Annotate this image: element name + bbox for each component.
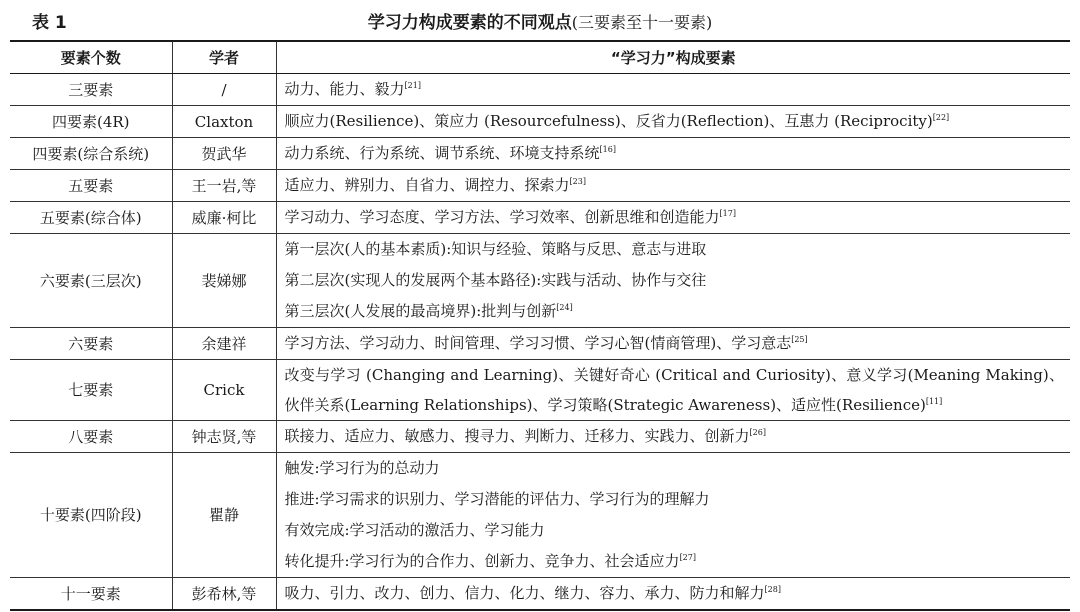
cell-scholar: 余建祥: [172, 328, 276, 360]
table-title-subtitle: (三要素至十一要素): [571, 13, 713, 32]
table-row: [10, 234, 1070, 328]
element-line: [285, 366, 1065, 414]
table-row: [10, 202, 1070, 234]
reference-marker: [17]: [719, 209, 736, 218]
element-line: [285, 138, 1065, 169]
element-text: 学习动力、学习态度、学习方法、学习效率、创新思维和创造能力: [284, 208, 720, 226]
cell-scholar: 彭希林,等: [172, 578, 276, 611]
reference-marker: [26]: [749, 428, 766, 437]
table-row: [10, 170, 1070, 202]
element-text: 改变与学习 (Changing and Learning)、关键好奇心 (Critical and Curiosity)、意义学习(Meaning Making)、伙伴关系(Learning Relationships)、学习策略(Strategic Awareness)、适应性(Resilience): [284, 366, 1064, 414]
element-text: 转化提升:学习行为的合作力、创新力、竞争力、社会适应力: [284, 552, 680, 570]
element-line: [285, 546, 1065, 577]
table-row: [10, 578, 1070, 611]
element-text: 推进:学习需求的识别力、学习潜能的评估力、学习行为的理解力: [284, 490, 710, 508]
reference-marker: [23]: [569, 177, 586, 186]
reference-marker: [24]: [556, 303, 573, 312]
cell-elements: [276, 421, 1070, 453]
element-text: 适应力、辨别力、自省力、调控力、探索力: [284, 176, 570, 194]
table-row: [10, 328, 1070, 360]
cell-scholar: 裴娣娜: [172, 234, 276, 328]
cell-elements: [276, 74, 1070, 106]
reference-marker: [21]: [404, 81, 421, 90]
cell-elements: [276, 202, 1070, 234]
element-line: [285, 421, 1065, 452]
cell-scholar: 钟志贤,等: [172, 421, 276, 453]
element-line: [285, 202, 1065, 233]
cell-element-count: 八要素: [10, 421, 172, 453]
element-line: [285, 515, 1065, 546]
header-count: 要素个数: [10, 41, 172, 74]
table-title: [12, 8, 1068, 33]
cell-scholar: 王一岩,等: [172, 170, 276, 202]
cell-elements: [276, 453, 1070, 578]
cell-element-count: 十一要素: [10, 578, 172, 611]
reference-marker: [28]: [764, 585, 781, 594]
reference-marker: [22]: [932, 113, 950, 122]
cell-scholar: 贺武华: [172, 138, 276, 170]
table-title-main: 学习力构成要素的不同观点: [367, 13, 572, 33]
table-row: [10, 106, 1070, 138]
element-text: 第二层次(实现人的发展两个基本路径):实践与活动、协作与交往: [284, 271, 707, 289]
element-text: 第一层次(人的基本素质):知识与经验、策略与反思、意志与进取: [284, 240, 707, 258]
cell-element-count: 六要素(三层次): [10, 234, 172, 328]
cell-scholar: Claxton: [172, 106, 276, 138]
table-row: [10, 453, 1070, 578]
element-text: 吸力、引力、改力、创力、信力、化力、继力、容力、承力、防力和解力: [284, 584, 765, 602]
element-line: [285, 170, 1065, 201]
header-scholar: 学者: [172, 41, 276, 74]
cell-element-count: 三要素: [10, 74, 172, 106]
cell-elements: [276, 360, 1070, 421]
cell-element-count: 七要素: [10, 360, 172, 421]
cell-element-count: 五要素(综合体): [10, 202, 172, 234]
element-line: [285, 74, 1065, 105]
element-text: 联接力、适应力、敏感力、搜寻力、判断力、迁移力、实践力、创新力: [284, 427, 750, 445]
cell-elements: [276, 578, 1070, 611]
cell-elements: [276, 106, 1070, 138]
element-text: 动力系统、行为系统、调节系统、环境支持系统: [284, 144, 600, 162]
table-row: [10, 421, 1070, 453]
cell-element-count: 五要素: [10, 170, 172, 202]
cell-scholar: /: [172, 74, 276, 106]
element-line: [285, 234, 1065, 265]
element-line: [285, 578, 1065, 609]
elements-table: [10, 40, 1070, 611]
table-row: [10, 360, 1070, 421]
element-line: [285, 265, 1065, 296]
table-label: 表 1: [32, 13, 67, 33]
cell-elements: [276, 170, 1070, 202]
reference-marker: [16]: [599, 145, 616, 154]
table-row: [10, 138, 1070, 170]
table-header-row: [10, 41, 1070, 74]
element-text: 动力、能力、毅力: [284, 80, 405, 98]
element-line: [285, 296, 1065, 327]
header-elements: “学习力”构成要素: [276, 41, 1070, 74]
cell-element-count: 四要素(4R): [10, 106, 172, 138]
cell-elements: [276, 234, 1070, 328]
element-text: 触发:学习行为的总动力: [284, 459, 440, 477]
cell-element-count: 六要素: [10, 328, 172, 360]
cell-scholar: Crick: [172, 360, 276, 421]
reference-marker: [27]: [679, 553, 696, 562]
cell-element-count: 十要素(四阶段): [10, 453, 172, 578]
element-line: [285, 453, 1065, 484]
element-text: 顺应力(Resilience)、策应力 (Resourcefulness)、反省力(Reflection)、互惠力 (Reciprocity): [284, 112, 933, 130]
cell-element-count: 四要素(综合系统): [10, 138, 172, 170]
cell-elements: [276, 328, 1070, 360]
table-caption: [12, 4, 1068, 34]
element-line: [285, 328, 1065, 359]
reference-marker: [25]: [791, 335, 808, 344]
cell-scholar: 威廉·柯比: [172, 202, 276, 234]
element-line: [285, 106, 1065, 137]
element-line: [285, 484, 1065, 515]
cell-scholar: 瞿静: [172, 453, 276, 578]
cell-elements: [276, 138, 1070, 170]
element-text: 第三层次(人发展的最高境界):批判与创新: [284, 302, 557, 320]
element-text: 有效完成:学习活动的激活力、学习能力: [284, 521, 545, 539]
reference-marker: [11]: [925, 397, 943, 406]
table-row: [10, 74, 1070, 106]
element-text: 学习方法、学习动力、时间管理、学习习惯、学习心智(情商管理)、学习意志: [284, 334, 792, 352]
